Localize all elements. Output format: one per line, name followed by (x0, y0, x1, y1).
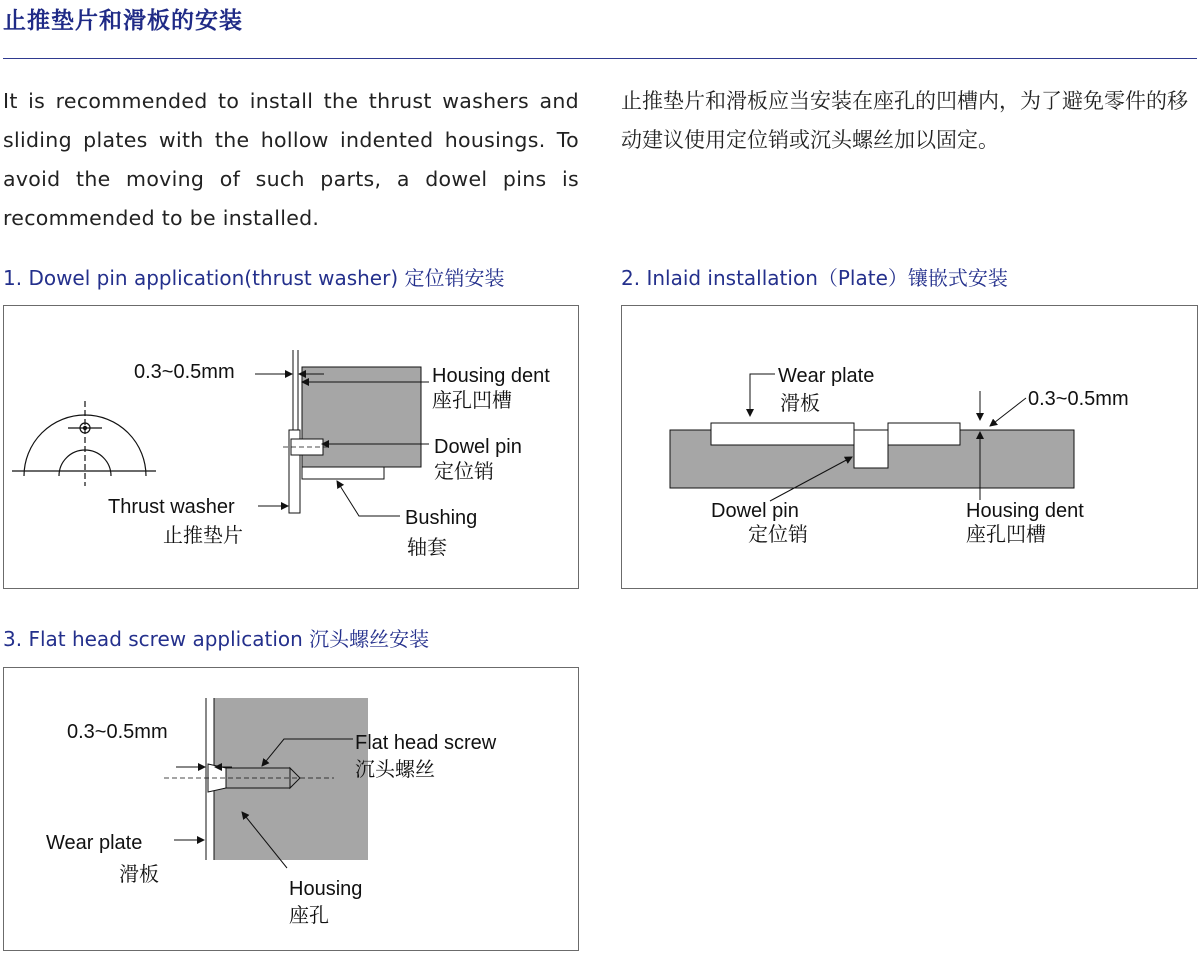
front-view-icon (12, 401, 156, 486)
wear-plate-label: Wear plate (46, 832, 143, 854)
wear-plate-label: Wear plate (778, 365, 875, 387)
housing-label-zh: 座孔 (289, 905, 329, 927)
dowel-pin-label-zh: 定位销 (748, 524, 808, 546)
gap-label: 0.3~0.5mm (134, 361, 235, 383)
section-heading-flat-head-screw: 3. Flat head screw application 沉头螺丝安装 (3, 627, 430, 651)
housing-dent-label-zh: 座孔凹槽 (432, 390, 512, 412)
flat-head-screw-label: Flat head screw (355, 732, 497, 754)
thrust-washer-label: Thrust washer (108, 496, 235, 518)
wear-plate-label-zh: 滑板 (780, 393, 820, 415)
dowel-pin-label: Dowel pin (711, 500, 799, 522)
wear-plate-left (711, 423, 854, 445)
section-heading-dowel-pin: 1. Dowel pin application(thrust washer) 定位销安装 (3, 266, 505, 290)
bushing-shape (302, 467, 384, 479)
diagram-inlaid-plate (621, 305, 1198, 589)
intro-chinese: 止推垫片和滑板应当安装在座孔的凹槽内，为了避免零件的移动建议使用定位销或沉头螺丝加以固定。 (621, 89, 1188, 152)
housing-dent-label: Housing dent (432, 365, 550, 387)
diagram-flat-head-screw (3, 667, 579, 951)
housing-label: Housing (289, 878, 363, 900)
dowel-pin-shape (854, 430, 888, 468)
dowel-pin-label-zh: 定位销 (434, 461, 494, 483)
bushing-label: Bushing (405, 507, 478, 529)
section-heading-inlaid: 2. Inlaid installation（Plate）镶嵌式安装 (621, 266, 1008, 290)
bushing-label-zh: 轴套 (407, 537, 447, 559)
intro-english: It is recommended to install the thrust washers and sliding plates with the hollow indented housings. To avoid the moving of such parts, a dowel pins is recommended to be installed. (3, 89, 579, 230)
title-divider (3, 58, 1197, 59)
dowel-pin-label: Dowel pin (434, 436, 522, 458)
flat-head-screw-label-zh: 沉头螺丝 (355, 759, 435, 781)
diagram-dowel-pin (3, 305, 579, 589)
gap-label: 0.3~0.5mm (67, 721, 168, 743)
housing-dent-label-zh: 座孔凹槽 (966, 524, 1046, 546)
gap-label: 0.3~0.5mm (1028, 388, 1129, 410)
page-title: 止推垫片和滑板的安装 (3, 8, 243, 34)
housing-dent-label: Housing dent (966, 500, 1084, 522)
wear-plate-label-zh: 滑板 (119, 864, 159, 886)
wear-plate-right (888, 423, 960, 445)
thrust-washer-label-zh: 止推垫片 (163, 525, 243, 547)
